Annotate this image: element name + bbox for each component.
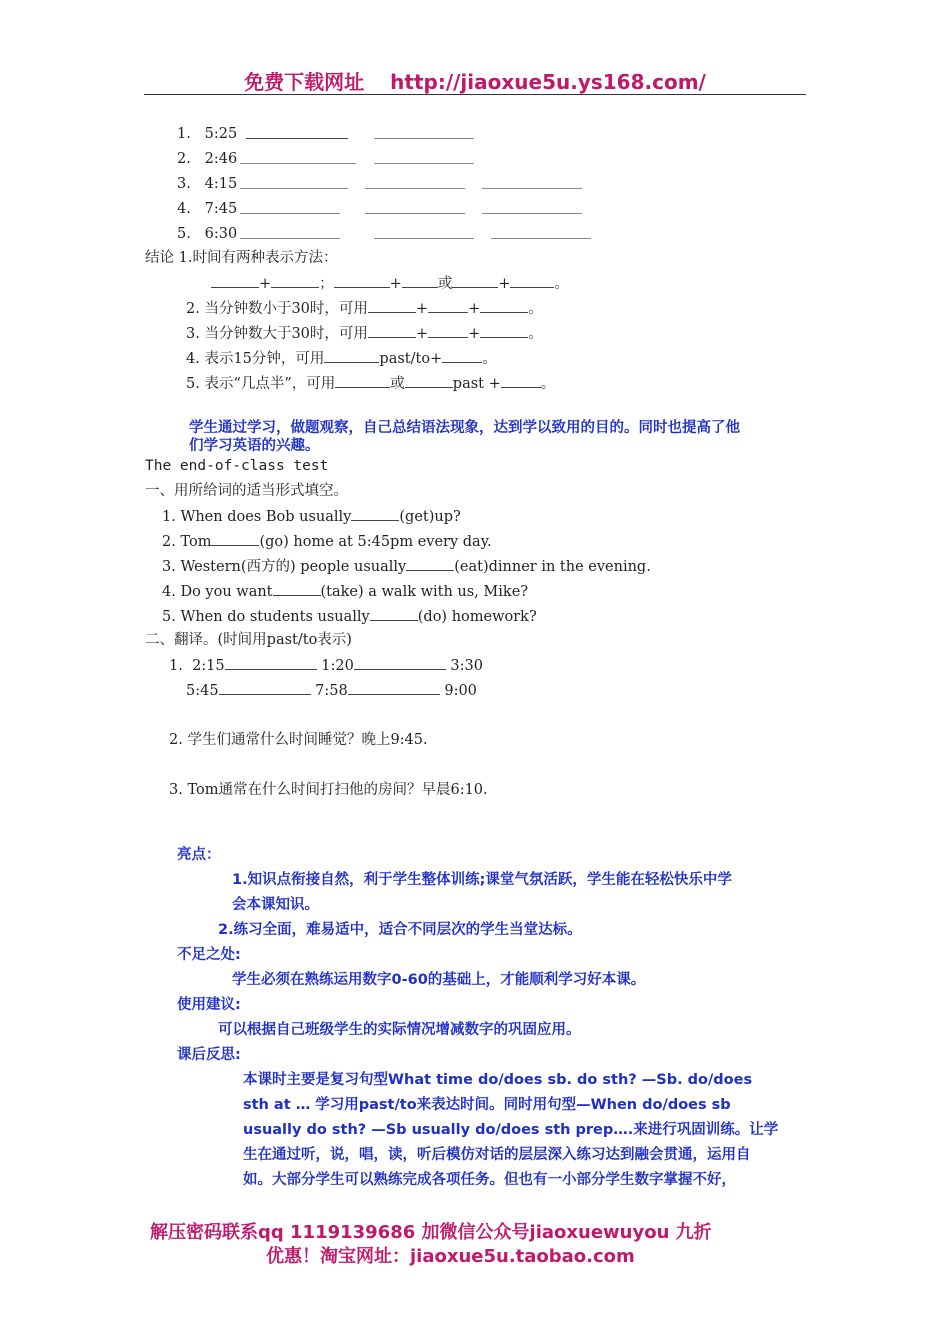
answer-blank[interactable] [501, 373, 541, 388]
answer-blank[interactable] [219, 680, 311, 695]
answer-blank[interactable] [482, 174, 582, 189]
reflection-line: usually do sth? —Sb usually do/does sth prep….来进行巩固训练。让学 [243, 1122, 779, 1138]
time-value: 2:46 [204, 151, 238, 167]
answer-blank[interactable] [351, 506, 399, 521]
conclusion-label: 结论 [145, 250, 174, 266]
highlight-1-line: 会本课知识。 [232, 897, 319, 913]
reflection-line: sth at … 学习用past/to来表达时间。同时用句型—When do/does sb [243, 1097, 731, 1113]
answer-blank[interactable] [491, 224, 591, 239]
time-item: 5. 6:30 [177, 226, 238, 242]
suggestion-text: 可以根据自己班级学生的实际情况增减数字的巩固应用。 [218, 1022, 581, 1038]
highlight-1-line: 1.知识点衔接自然，利于学生整体训练;课堂气氛活跃，学生能在轻松快乐中学 [232, 872, 732, 888]
time-item: 3. 4:15 [177, 176, 238, 192]
reflection-line: 生在通过听，说，唱，读，听后模仿对话的层层深入练习达到融会贯通，运用自 [243, 1147, 751, 1163]
answer-blank[interactable] [482, 199, 582, 214]
answer-blank[interactable] [211, 273, 259, 288]
answer-blank[interactable] [510, 273, 554, 288]
fill-blank-question: 4. Do you want (take) a walk with us, Mike? [162, 581, 528, 602]
teaching-note-line: 们学习英语的兴趣。 [189, 438, 320, 454]
answer-blank[interactable] [480, 298, 528, 313]
time-value: 5:25 [204, 126, 238, 142]
answer-blank[interactable] [374, 149, 474, 164]
translation-question: 3. Tom通常在什么时间打扫他的房间？早晨6:10. [169, 782, 488, 798]
conclusion-item-4: 4. 表示15分钟，可用 past/to+ 。 [186, 348, 497, 369]
answer-blank[interactable] [225, 655, 317, 670]
answer-blank[interactable] [374, 124, 474, 139]
answer-blank[interactable] [480, 323, 528, 338]
reflection-line: 如。大部分学生可以熟练完成各项任务。但也有一小部分学生数字掌握不好， [243, 1172, 736, 1188]
header-divider [144, 94, 806, 95]
answer-blank[interactable] [354, 655, 446, 670]
shortcoming-text: 学生必须在熟练运用数字0-60的基础上，才能顺利学习好本课。 [232, 972, 646, 988]
time-item: 1. 5:25 [177, 126, 238, 142]
answer-blank[interactable] [324, 348, 379, 363]
answer-blank[interactable] [428, 298, 468, 313]
conclusion-item-1: 结论 1.时间有两种表示方法： [145, 250, 338, 266]
time-item: 4. 7:45 [177, 201, 238, 217]
teaching-note-line: 学生通过学习，做题观察，自己总结语法现象，达到学以致用的目的。同时也提高了他 [189, 420, 740, 436]
site-name: 免费下载网址 [244, 70, 365, 94]
fill-blank-question: 1. When does Bob usually (get)up? [162, 506, 461, 527]
answer-blank[interactable] [365, 199, 465, 214]
translation-row: 5:45 7:58 9:00 [186, 680, 477, 701]
translation-row: 1. 2:15 1:20 3:30 [169, 655, 483, 676]
answer-blank[interactable] [334, 273, 390, 288]
answer-blank[interactable] [406, 556, 454, 571]
highlight-2: 2.练习全面，难易适中，适合不同层次的学生当堂达标。 [218, 922, 582, 938]
page-header [0, 66, 950, 95]
conclusion-item-1-blanks: + ； + 或 + 。 [211, 273, 569, 294]
time-value: 4:15 [204, 176, 238, 192]
conclusion-item-5: 5. 表示“几点半”，可用 或 past + 。 [186, 373, 555, 394]
answer-blank[interactable] [370, 606, 418, 621]
site-url-link[interactable]: http://jiaoxue5u.ys168.com/ [390, 70, 706, 94]
answer-blank[interactable] [271, 273, 319, 288]
answer-blank[interactable] [246, 124, 348, 139]
fill-blank-question: 3. Western(西方的) people usually (eat)dinner in the evening. [162, 556, 651, 577]
answer-blank[interactable] [452, 273, 498, 288]
answer-blank[interactable] [405, 373, 453, 388]
answer-blank[interactable] [240, 174, 348, 189]
reflection-line: 本课时主要是复习句型What time do/does sb. do sth? —Sb. do/does [243, 1072, 753, 1088]
test-title: The end-of-class test [145, 458, 329, 474]
answer-blank[interactable] [374, 224, 474, 239]
answer-blank[interactable] [273, 581, 321, 596]
fill-blank-question: 2. Tom (go) home at 5:45pm every day. [162, 531, 492, 552]
conclusion-item-3: 3. 当分钟数大于30时，可用 + + 。 [186, 323, 543, 344]
footer-line: 优惠！淘宝网址：jiaoxue5u.taobao.com [266, 1246, 635, 1267]
answer-blank[interactable] [442, 348, 482, 363]
answer-blank[interactable] [335, 373, 390, 388]
answer-blank[interactable] [402, 273, 438, 288]
section-2-title: 二、翻译。(时间用past/to表示) [145, 632, 352, 648]
reflection-label: 课后反思: [177, 1047, 241, 1063]
answer-blank[interactable] [240, 149, 356, 164]
answer-blank[interactable] [365, 174, 465, 189]
footer-line: 解压密码联系qq 1119139686 加微信公众号jiaoxuewuyou 九折 [150, 1222, 712, 1243]
answer-blank[interactable] [428, 323, 468, 338]
answer-blank[interactable] [348, 680, 440, 695]
time-item: 2. 2:46 [177, 151, 238, 167]
answer-blank[interactable] [240, 199, 340, 214]
translation-question: 2. 学生们通常什么时间睡觉？晚上9:45. [169, 732, 428, 748]
shortcoming-label: 不足之处: [177, 947, 241, 963]
time-value: 6:30 [204, 226, 238, 242]
suggestion-label: 使用建议: [177, 997, 241, 1013]
highlights-label: 亮点： [177, 847, 221, 863]
answer-blank[interactable] [211, 531, 259, 546]
fill-blank-question: 5. When do students usually (do) homework? [162, 606, 537, 627]
section-1-title: 一、用所给词的适当形式填空。 [145, 483, 348, 499]
answer-blank[interactable] [368, 298, 416, 313]
time-value: 7:45 [204, 201, 238, 217]
answer-blank[interactable] [240, 224, 340, 239]
conclusion-item-2: 2. 当分钟数小于30时，可用 + + 。 [186, 298, 543, 319]
answer-blank[interactable] [368, 323, 416, 338]
